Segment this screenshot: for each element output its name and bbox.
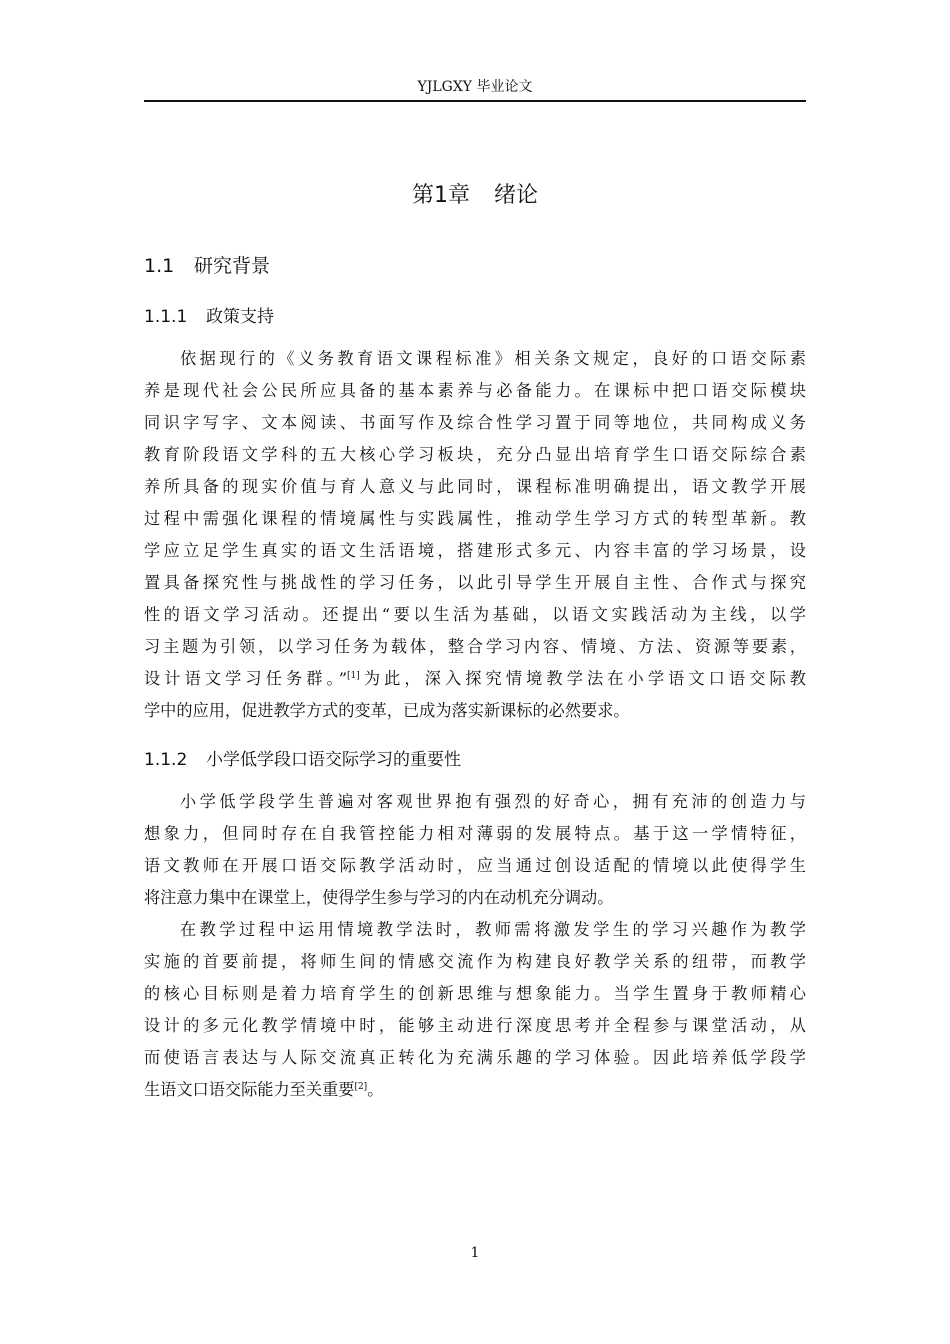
paragraph-line: 性的语文学习活动。还提出“要以生活为基础，以语文实践活动为主线，以学 — [144, 605, 806, 624]
citation-ref: [1] — [347, 671, 360, 681]
paragraph-line: 设计的多元化教学情境中时，能够主动进行深度思考并全程参与课堂活动，从 — [144, 1016, 806, 1035]
paragraph-line — [144, 1074, 806, 1106]
paragraph-line: 的核心目标则是着力培育学生的创新思维与想象能力。当学生置身于教师精心 — [144, 984, 806, 1003]
paragraph-line: 养是现代社会公民所应具备的基本素养与必备能力。在课标中把口语交际模块 — [144, 381, 806, 400]
paragraph-line: 学中的应用，促进教学方式的变革，已成为落实新课标的必然要求。 — [144, 701, 630, 720]
section-heading-1-1 — [144, 252, 270, 280]
paragraph-line: 教育阶段语文学科的五大核心学习板块，充分凸显出培育学生口语交际综合素 — [144, 445, 806, 464]
paragraph-line: 养所具备的现实价值与育人意义与此同时，课程标准明确提出，语文教学开展 — [144, 477, 806, 496]
chapter-number: 第1章 — [411, 183, 470, 208]
paragraph-line: 将注意力集中在课堂上，使得学生参与学习的内在动机充分调动。 — [144, 888, 614, 907]
paragraph-policy-support — [144, 343, 806, 727]
paragraph-line: 想象力，但同时存在自我管控能力相对薄弱的发展特点。基于这一学情特征， — [144, 824, 806, 843]
paragraph-line: 过程中需强化课程的情境属性与实践属性，推动学生学习方式的转型革新。教 — [144, 509, 806, 528]
subsection-title: 政策支持 — [206, 307, 274, 327]
subsection-title: 小学低学段口语交际学习的重要性 — [206, 750, 461, 770]
running-header: YJLGXY 毕业论文 — [417, 79, 533, 95]
header-rule — [144, 100, 806, 102]
paragraph-line: 置具备探究性与挑战性的学习任务，以此引导学生开展自主性、合作式与探究 — [144, 573, 806, 592]
page-number: 1 — [470, 1245, 480, 1261]
subsection-number: 1.1.1 — [144, 307, 188, 327]
line-text: 设计语文学习任务群。” — [144, 669, 348, 688]
line-text: 为此，深入探究情境教学法在小学语文口语交际教 — [359, 669, 806, 688]
paragraph-low-grade-2 — [144, 914, 806, 1106]
section-title: 研究背景 — [194, 255, 271, 277]
subsection-number: 1.1.2 — [144, 750, 188, 770]
line-text: 生语文口语交际能力至关重要 — [144, 1080, 355, 1099]
paragraph-line: 习主题为引领，以学习任务为载体，整合学习内容、情境、方法、资源等要素， — [144, 637, 806, 656]
chapter-title — [144, 180, 806, 212]
paragraph-line: 依据现行的《义务教育语文课程标准》相关条文规定，良好的口语交际素 — [180, 349, 806, 368]
paragraph-line: 小学低学段学生普遍对客观世界抱有强烈的好奇心，拥有充沛的创造力与 — [180, 792, 806, 811]
paragraph-line: 实施的首要前提，将师生间的情感交流作为构建良好教学关系的纽带，而教学 — [144, 952, 806, 971]
paragraph-line — [144, 663, 806, 695]
subsection-heading-1-1-2 — [144, 747, 461, 773]
paragraph-line: 在教学过程中运用情境教学法时，教师需将激发学生的学习兴趣作为教学 — [180, 920, 806, 939]
paragraph-line: 学应立足学生真实的语文生活语境，搭建形式多元、内容丰富的学习场景，设 — [144, 541, 806, 560]
paragraph-low-grade-1 — [144, 786, 806, 914]
chapter-title-text: 绪论 — [493, 183, 538, 208]
citation-ref: [2] — [354, 1082, 368, 1092]
paragraph-line: 语文教师在开展口语交际教学活动时，应当通过创设适配的情境以此使得学生 — [144, 856, 806, 875]
paragraph-line: 同识字写字、文本阅读、书面写作及综合性学习置于同等地位，共同构成义务 — [144, 413, 806, 432]
section-number: 1.1 — [144, 255, 175, 277]
subsection-heading-1-1-1 — [144, 304, 274, 330]
line-text: 。 — [367, 1080, 384, 1099]
paragraph-line: 而使语言表达与人际交流真正转化为充满乐趣的学习体验。因此培养低学段学 — [144, 1048, 806, 1067]
